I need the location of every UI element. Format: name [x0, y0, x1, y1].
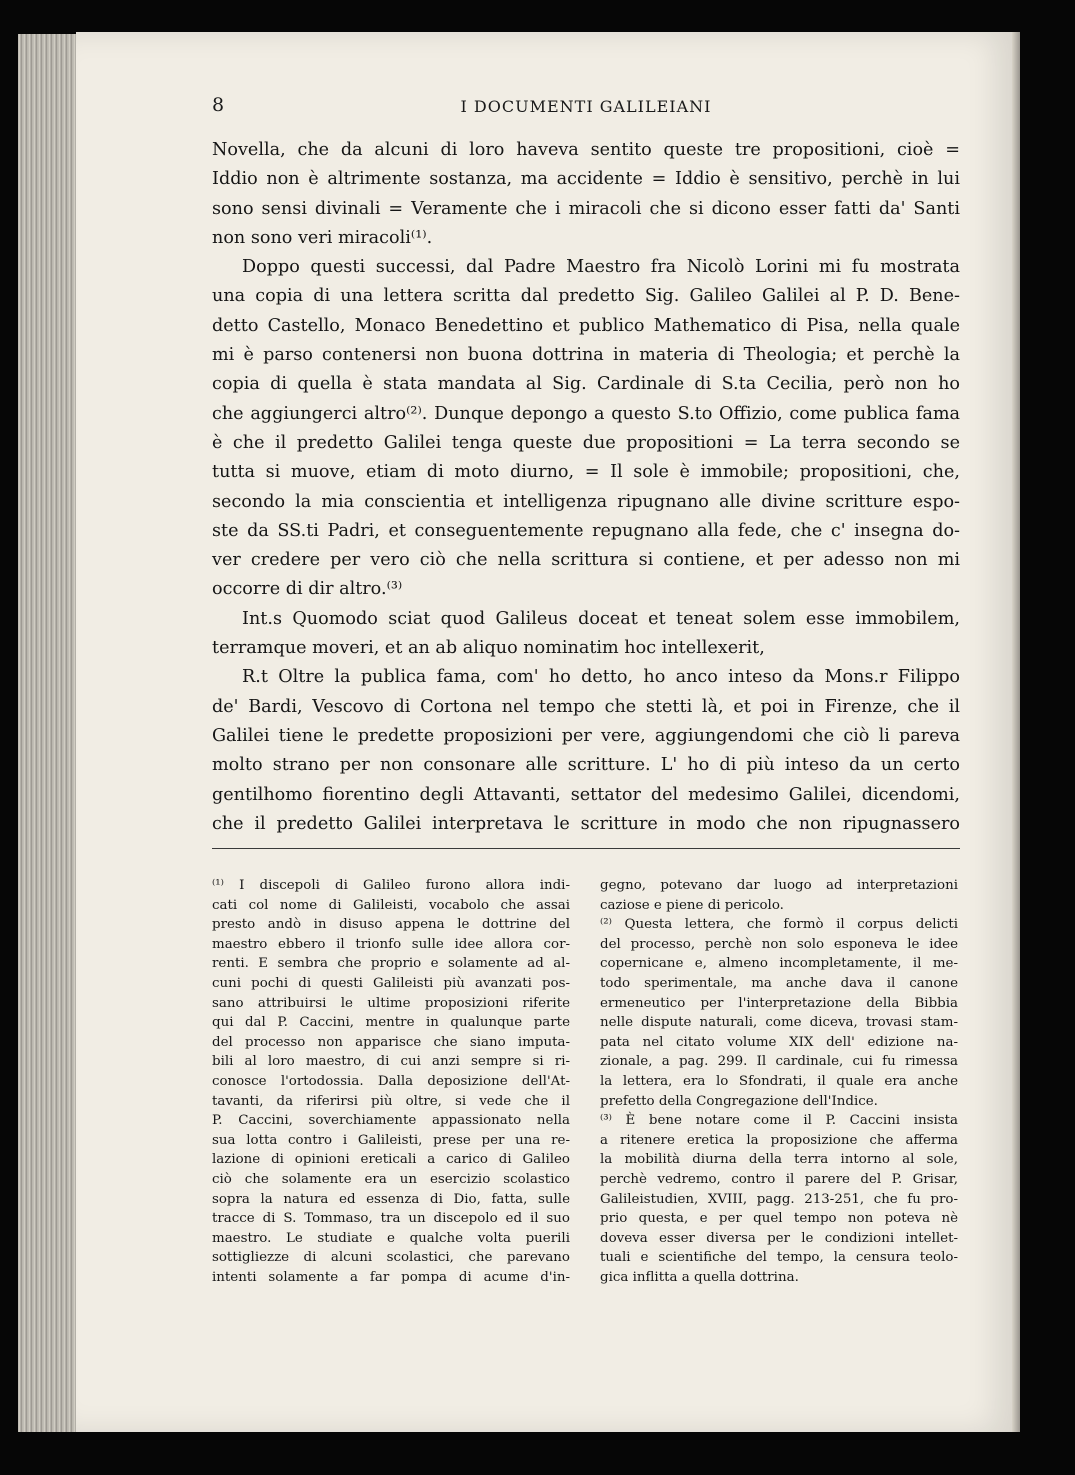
footnote-line: todo sperimentale, ma anche dava il canone [600, 975, 958, 991]
footnote-line: Galileistudien, XVIII, pagg. 213-251, che fu pro- [600, 1191, 958, 1207]
footnote-line: qui dal P. Caccini, mentre in qualunque parte [212, 1015, 570, 1031]
footnote-line: P. Caccini, soverchiamente appassionato nella [212, 1113, 570, 1129]
footnote-line: nelle dispute naturali, come diceva, trovasi stam- [600, 1015, 958, 1031]
text-line: secondo la mia conscientia et intelligenza ripugnano alle divine scritture espo- [212, 491, 960, 512]
footnote-line: gica inflitta a quella dottrina. [600, 1269, 799, 1285]
footnote-line: sua lotta contro i Galileisti, prese per una re- [212, 1132, 570, 1148]
running-title: I DOCUMENTI GALILEIANI [460, 97, 712, 116]
footnote-line: maestro. Le studiate e qualche volta puerili [212, 1230, 570, 1246]
footnote-line: prefetto della Congregazione dell'Indice. [600, 1093, 878, 1109]
footnote-line: cuni pochi di questi Galileisti più avanzati pos- [212, 975, 570, 991]
text-line: ver credere per vero ciò che nella scrittura si contiene, et per adesso non mi [212, 550, 960, 571]
text-line: non sono veri miracoli⁽¹⁾. [212, 227, 433, 248]
text-line: Doppo questi successi, dal Padre Maestro fra Nicolò Lorini mi fu mostrata [242, 257, 960, 278]
page-header [212, 94, 960, 128]
text-line: ste da SS.ti Padri, et conseguentemente repugnano alla fede, che c' insegna do- [212, 520, 960, 541]
footnote-line: maestro ebbero il trionfo sulle idee allora cor- [212, 936, 570, 952]
text-line: che aggiungerci altro⁽²⁾. Dunque depongo a questo S.to Offizio, come publica fama [212, 403, 960, 424]
footnote-divider [212, 848, 960, 849]
footnote-line: ermeneutico per l'interpretazione della Bibbia [600, 995, 958, 1011]
text-line: tutta si muove, etiam di moto diurno, = Il sole è immobile; propositioni, che, [212, 462, 960, 483]
footnote-line: ciò che solamente era un esercizio scolastico [212, 1171, 570, 1187]
text-line: è che il predetto Galilei tenga queste due propositioni = La terra secondo se [212, 432, 960, 453]
text-line: Int.s Quomodo sciat quod Galileus doceat et teneat solem esse immobilem, [242, 608, 960, 629]
footnote-line: caziose e piene di pericolo. [600, 897, 784, 913]
footnote-line: prio questa, e per quel tempo non poteva nè [600, 1211, 958, 1227]
text-line: Iddio non è altrimente sostanza, ma accidente = Iddio è sensitivo, perchè in lui [212, 169, 960, 190]
text-line: sono sensi divinali = Veramente che i miracoli che si dicono esser fatti da' Santi [212, 198, 960, 219]
footnotes-right-column [600, 876, 958, 1287]
text-line: mi è parso contenersi non buona dottrina in materia di Theologia; et perchè la [212, 345, 960, 366]
footnotes-left-column [212, 876, 570, 1287]
footnote-line: pata nel citato volume XIX dell' edizione na- [600, 1034, 958, 1050]
footnote-line: presto andò in disuso appena le dottrine del [212, 917, 570, 933]
main-text [212, 136, 960, 839]
text-line: detto Castello, Monaco Benedettino et publico Mathematico di Pisa, nella quale [212, 315, 960, 336]
footnote-line: doveva esser diversa per le condizioni intellet- [600, 1230, 958, 1246]
text-line: una copia di una lettera scritta dal predetto Sig. Galileo Galilei al P. D. Bene- [212, 286, 960, 307]
footnote-line: del processo, perchè non solo esponeva le idee [600, 936, 958, 952]
footnote-line: cati col nome di Galileisti, vocabolo che assai [212, 897, 570, 913]
text-line: de' Bardi, Vescovo di Cortona nel tempo che stetti là, et poi in Firenze, che il [212, 696, 960, 717]
footnote-line: ⁽¹⁾ I discepoli di Galileo furono allora indi- [212, 878, 570, 893]
page-number: 8 [212, 94, 225, 116]
footnote-line: ⁽²⁾ Questa lettera, che formò il corpus delicti [600, 917, 958, 933]
text-line: Novella, che da alcuni di loro haveva sentito queste tre propositioni, cioè = [212, 140, 960, 160]
text-line: Galilei tiene le predette proposizioni per vere, aggiungendomi che ciò li pareva [212, 725, 960, 746]
footnote-line: tracce di S. Tommaso, tra un discepolo ed il suo [212, 1211, 570, 1227]
text-line: occorre di dir altro.⁽³⁾ [212, 579, 403, 600]
footnote-line: a ritenere eretica la proposizione che afferma [600, 1132, 958, 1148]
footnote-line: ⁽³⁾ È bene notare come il P. Caccini insista [600, 1113, 958, 1129]
footnote-line: bili al loro maestro, di cui anzi sempre si ri- [212, 1054, 570, 1070]
footnote-line: la lettera, era lo Sfondrati, il quale era anche [600, 1073, 958, 1089]
footnote-line: zionale, a pag. 299. Il cardinale, cui fu rimessa [600, 1054, 958, 1070]
page-stack-edges [18, 34, 80, 1432]
footnote-line: renti. E sembra che proprio e solamente ad al- [212, 956, 570, 972]
footnote-line: copernicane e, almeno incompletamente, il me- [600, 956, 958, 972]
footnote-line: perchè vedremo, contro il parere del P. Grisar, [600, 1171, 958, 1187]
footnote-line: sopra la natura ed essenza di Dio, fatta, sulle [212, 1191, 570, 1207]
footnote-line: lazione di opinioni ereticali a carico di Galileo [212, 1152, 570, 1168]
text-line: R.t Oltre la publica fama, com' ho detto, ho anco inteso da Mons.r Filippo [242, 667, 960, 688]
footnote-line: sottigliezze di alcuni scolastici, che parevano [212, 1250, 570, 1266]
text-line: copia di quella è stata mandata al Sig. Cardinale di S.ta Cecilia, però non ho [212, 374, 960, 395]
page-fold-shadow [1012, 32, 1020, 1432]
text-line: terramque moveri, et an ab aliquo nominatim hoc intellexerit, [212, 638, 765, 659]
footnote-line: intenti solamente a far pompa di acume d'in- [212, 1269, 570, 1285]
footnote-line: tuali e scientifiche del tempo, la censura teolo- [600, 1250, 958, 1266]
text-line: che il predetto Galilei interpretava le scritture in modo che non ripugnassero [212, 813, 960, 834]
text-line: gentilhomo fiorentino degli Attavanti, settator del medesimo Galilei, dicendomi, [212, 784, 960, 805]
footnote-line: sano attribuirsi le ultime proposizioni riferite [212, 995, 570, 1011]
footnote-line: tavanti, da riferirsi più oltre, si vede che il [212, 1093, 570, 1109]
footnote-line: gegno, potevano dar luogo ad interpretazioni [600, 878, 958, 893]
footnote-line: la mobilità diurna della terra intorno al sole, [600, 1152, 958, 1168]
footnote-line: del processo non apparisce che siano imputa- [212, 1034, 570, 1050]
footnote-line: conosce l'ortodossia. Dalla deposizione dell'At- [212, 1073, 570, 1089]
text-line: molto strano per non consonare alle scritture. L' ho di più inteso da un certo [212, 755, 960, 776]
